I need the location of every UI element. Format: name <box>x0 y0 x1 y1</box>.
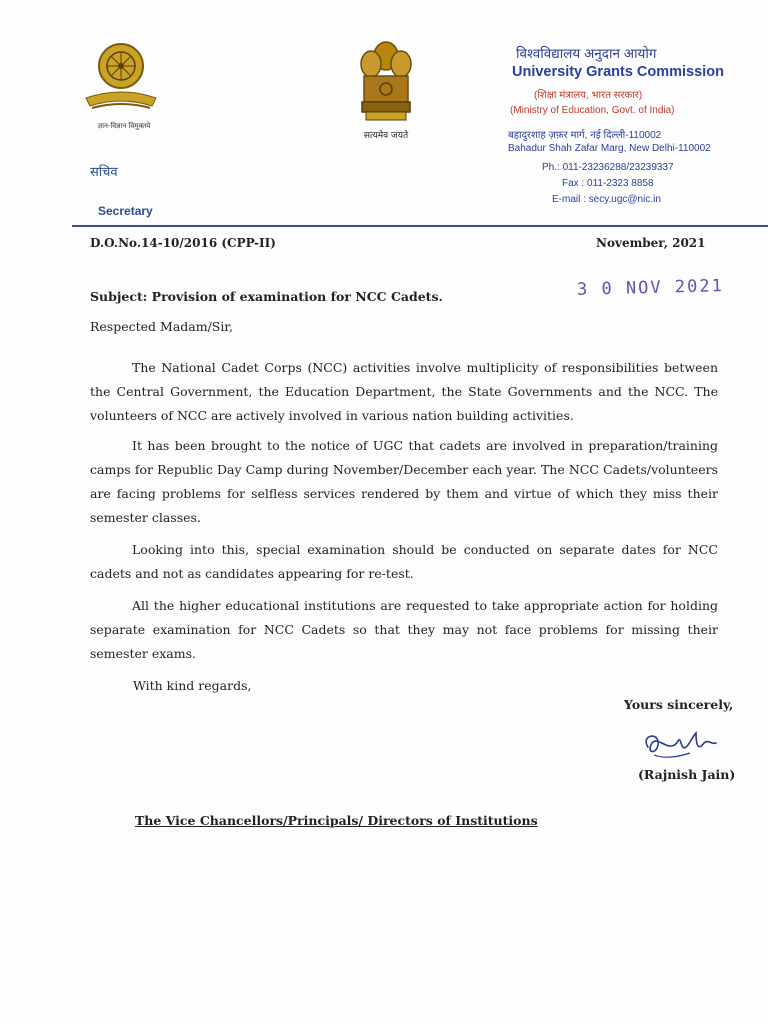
signature-icon <box>634 725 724 765</box>
address-english: Bahadur Shah Zafar Marg, New Delhi-110002 <box>508 143 711 154</box>
emblem-caption: सत्यमेव जयते <box>363 131 409 141</box>
email-address: E-mail : secy.ugc@nic.in <box>552 194 661 205</box>
sign-off: Yours sincerely, <box>624 697 734 712</box>
reference-number: D.O.No.14-10/2016 (CPP-II) <box>90 236 276 250</box>
signatory-name: (Rajnish Jain) <box>638 767 736 782</box>
header-divider <box>72 225 768 227</box>
national-emblem-icon <box>356 38 416 126</box>
org-name-hindi: विश्वविद्यालय अनुदान आयोग <box>516 46 657 61</box>
address-hindi: बहादुरशाह ज़फ़र मार्ग, नई दिल्ली-110002 <box>508 130 662 141</box>
ministry-hindi: (शिक्षा मंत्रालय, भारत सरकार) <box>534 90 643 101</box>
sachiv-label: सचिव <box>90 165 118 180</box>
fax-number: Fax : 011-2323 8858 <box>562 178 654 189</box>
ugc-logo-icon <box>82 38 160 118</box>
body-paragraph: Looking into this, special examination should be conducted on separate dates for NCC cadets and not as candidates appearing for re-test. <box>90 542 718 581</box>
addressee: The Vice Chancellors/Principals/ Directors of Institutions <box>135 813 538 828</box>
org-name-english: University Grants Commission <box>512 64 724 80</box>
phone-numbers: Ph.: 011-23236288/23239337 <box>542 162 674 173</box>
secretary-label: Secretary <box>98 204 153 218</box>
body-paragraph: All the higher educational institutions are requested to take appropriate action for holding separate examination for NCC Cadets so that they may not face problems for missing their semester exams. <box>90 598 718 661</box>
body-paragraph: It has been brought to the notice of UGC that cadets are involved in preparation/training camps for Republic Day Camp during November/December each year. The NCC Cadets/volunteers are facing problems for selfless services rendered by them and virtue of which they miss their semester classes. <box>90 438 718 525</box>
closing-line: With kind regards, <box>133 678 252 693</box>
body-paragraph: The National Cadet Corps (NCC) activities involve multiplicity of responsibilities between the Central Government, the Education Department, the State Governments and the NCC. The volunteers of NCC are actively involved in various nation building activities. <box>90 360 718 423</box>
ministry-english: (Ministry of Education, Govt. of India) <box>510 105 675 116</box>
subject-line: Subject: Provision of examination for NCC Cadets. <box>90 289 443 304</box>
letter-date: November, 2021 <box>596 236 706 250</box>
salutation: Respected Madam/Sir, <box>90 319 233 334</box>
received-date-stamp: 3 0 NOV 2021 <box>576 276 725 300</box>
logo-caption: ज्ञान-विज्ञान विमुक्तये <box>97 122 151 130</box>
